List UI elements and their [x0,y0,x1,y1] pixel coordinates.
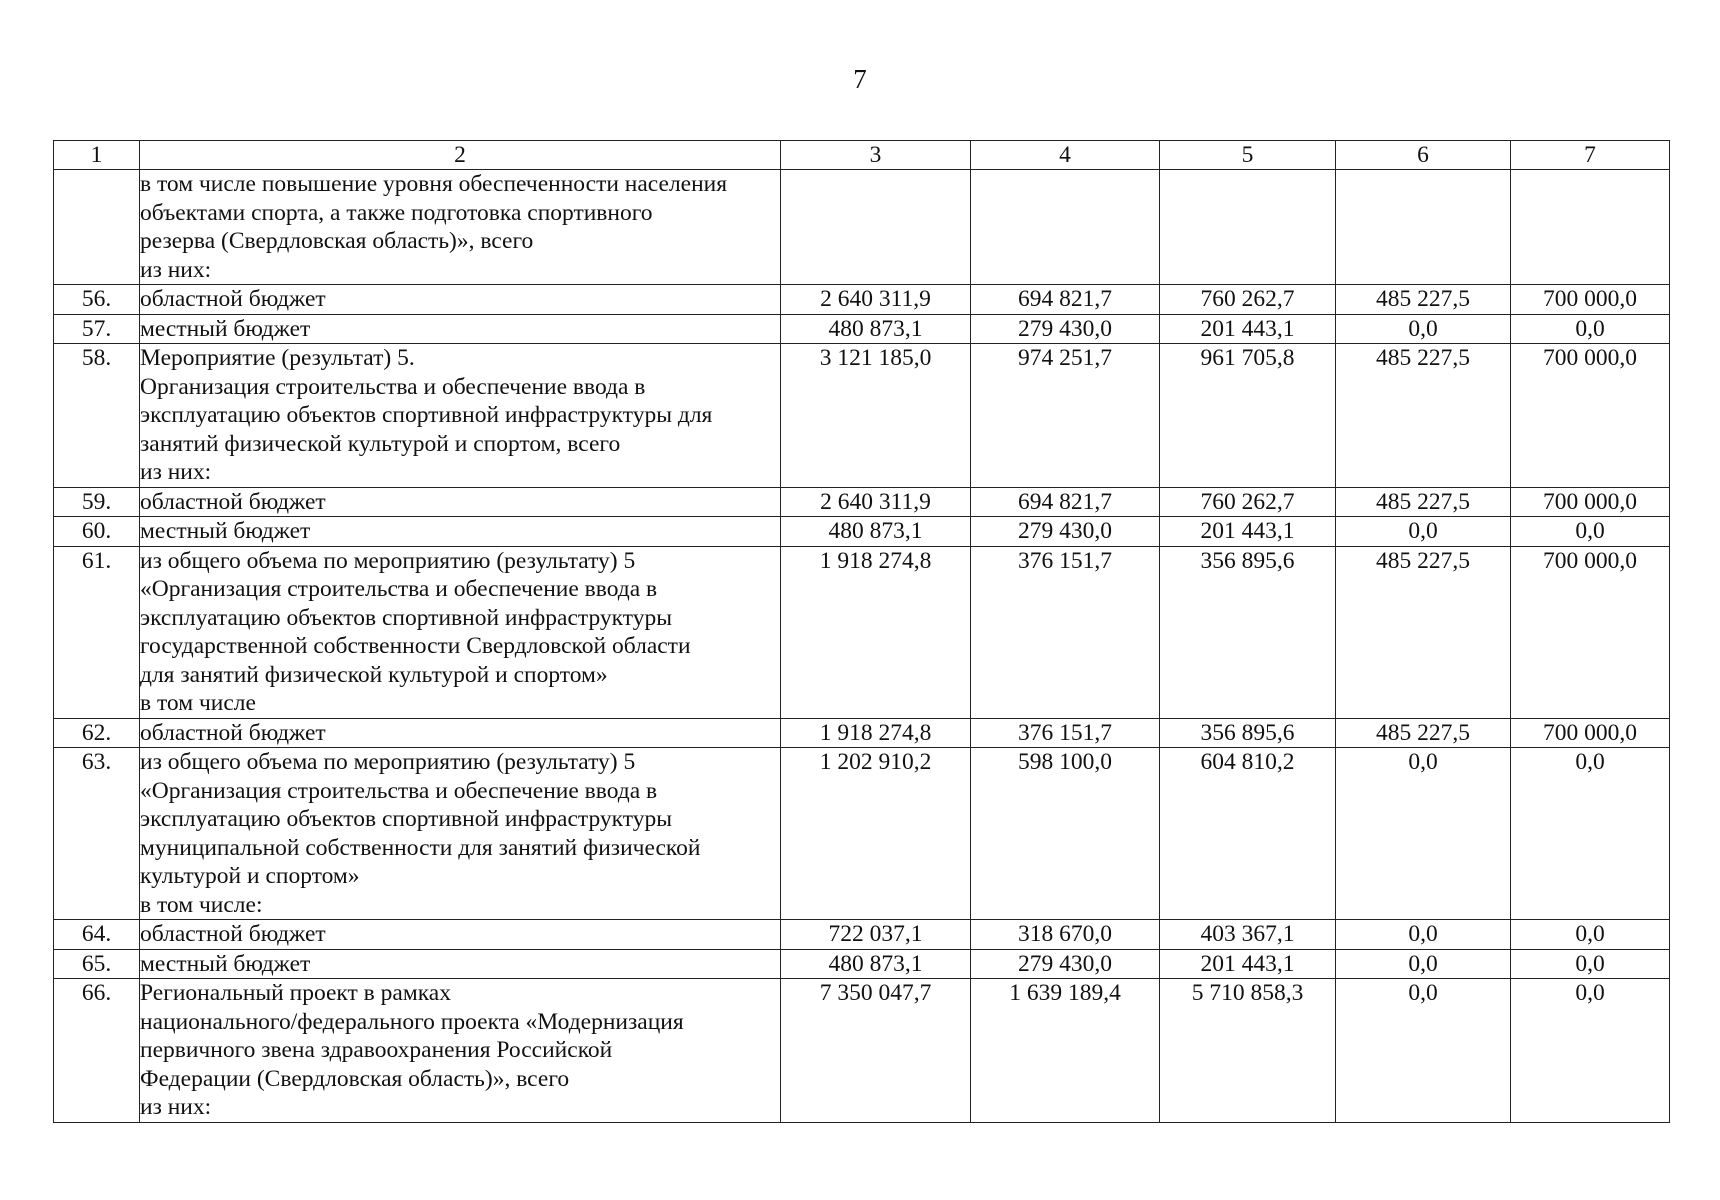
header-row [54,141,1670,170]
value-cell-col-7 [1511,170,1670,285]
table-body [54,170,1670,1123]
column-header: 5 [1160,141,1336,170]
value-cell-col-4: 598 100,0 [971,748,1160,920]
value-cell-col-6: 0,0 [1336,517,1511,547]
value-cell-col-7: 0,0 [1511,314,1670,344]
row-number: 66. [54,979,140,1123]
table-row [54,546,1670,718]
row-number: 63. [54,748,140,920]
column-header: 2 [140,141,781,170]
value-cell-col-7: 0,0 [1511,979,1670,1123]
value-cell-col-4: 694 821,7 [971,285,1160,315]
value-cell-col-6 [1336,170,1511,285]
value-cell-col-6: 485 227,5 [1336,718,1511,748]
column-header: 6 [1336,141,1511,170]
page-number: 7 [853,64,867,94]
value-cell-col-3: 2 640 311,9 [781,285,971,315]
row-number: 61. [54,546,140,718]
value-cell-col-6: 485 227,5 [1336,487,1511,517]
value-cell-col-6: 0,0 [1336,949,1511,979]
value-cell-col-4: 694 821,7 [971,487,1160,517]
table-row [54,748,1670,920]
row-description: местный бюджет [140,949,781,979]
column-header: 7 [1511,141,1670,170]
value-cell-col-7: 0,0 [1511,517,1670,547]
value-cell-col-7: 700 000,0 [1511,718,1670,748]
row-number: 57. [54,314,140,344]
row-description: областной бюджет [140,920,781,950]
row-description: из общего объема по мероприятию (результату) 5 «Организация строительства и обеспечение ввода в эксплуатацию объектов спортивной инфраструктуры государственной собственности Свердловской области для занятий физической культурой и спортом» в том числе [140,546,781,718]
column-header: 4 [971,141,1160,170]
value-cell-col-7: 0,0 [1511,920,1670,950]
value-cell-col-5: 760 262,7 [1160,487,1336,517]
value-cell-col-5: 604 810,2 [1160,748,1336,920]
row-description: в том числе повышение уровня обеспеченности населения объектами спорта, а также подготовка спортивного резерва (Свердловская область)», всего из них: [140,170,781,285]
row-description: областной бюджет [140,718,781,748]
value-cell-col-5: 356 895,6 [1160,546,1336,718]
value-cell-col-3: 7 350 047,7 [781,979,971,1123]
value-cell-col-3: 480 873,1 [781,314,971,344]
table-row [54,344,1670,488]
value-cell-col-3: 722 037,1 [781,920,971,950]
column-header: 1 [54,141,140,170]
row-number: 59. [54,487,140,517]
value-cell-col-4 [971,170,1160,285]
value-cell-col-7: 0,0 [1511,949,1670,979]
row-number: 62. [54,718,140,748]
value-cell-col-3: 1 918 274,8 [781,546,971,718]
row-number: 56. [54,285,140,315]
value-cell-col-5: 201 443,1 [1160,517,1336,547]
value-cell-col-3: 3 121 185,0 [781,344,971,488]
column-header: 3 [781,141,971,170]
row-number [54,170,140,285]
value-cell-col-4: 376 151,7 [971,546,1160,718]
value-cell-col-7: 700 000,0 [1511,546,1670,718]
value-cell-col-4: 279 430,0 [971,314,1160,344]
value-cell-col-4: 1 639 189,4 [971,979,1160,1123]
row-description: из общего объема по мероприятию (результату) 5 «Организация строительства и обеспечение ввода в эксплуатацию объектов спортивной инфраструктуры муниципальной собственности для занятий физической культурой и спортом» в том числе: [140,748,781,920]
value-cell-col-4: 376 151,7 [971,718,1160,748]
value-cell-col-5: 201 443,1 [1160,949,1336,979]
row-number: 65. [54,949,140,979]
value-cell-col-4: 279 430,0 [971,517,1160,547]
row-number: 64. [54,920,140,950]
value-cell-col-6: 485 227,5 [1336,344,1511,488]
value-cell-col-6: 0,0 [1336,314,1511,344]
value-cell-col-3: 1 918 274,8 [781,718,971,748]
value-cell-col-5: 201 443,1 [1160,314,1336,344]
table-row [54,170,1670,285]
value-cell-col-3: 480 873,1 [781,517,971,547]
value-cell-col-4: 279 430,0 [971,949,1160,979]
value-cell-col-7: 0,0 [1511,748,1670,920]
value-cell-col-6: 0,0 [1336,748,1511,920]
value-cell-col-3: 2 640 311,9 [781,487,971,517]
value-cell-col-3: 1 202 910,2 [781,748,971,920]
row-description: областной бюджет [140,487,781,517]
table-row [54,285,1670,315]
row-number: 58. [54,344,140,488]
value-cell-col-5: 961 705,8 [1160,344,1336,488]
value-cell-col-5: 5 710 858,3 [1160,979,1336,1123]
value-cell-col-4: 974 251,7 [971,344,1160,488]
table-row [54,314,1670,344]
budget-table [53,140,1670,1123]
value-cell-col-3 [781,170,971,285]
value-cell-col-7: 700 000,0 [1511,487,1670,517]
value-cell-col-3: 480 873,1 [781,949,971,979]
table-row [54,487,1670,517]
table-row [54,920,1670,950]
table-row [54,949,1670,979]
row-description: местный бюджет [140,314,781,344]
table-row [54,979,1670,1123]
row-number: 60. [54,517,140,547]
value-cell-col-7: 700 000,0 [1511,344,1670,488]
table-row [54,517,1670,547]
row-description: Региональный проект в рамках национального/федерального проекта «Модернизация первичного звена здравоохранения Российской Федерации (Свердловская область)», всего из них: [140,979,781,1123]
value-cell-col-6: 0,0 [1336,920,1511,950]
table-row [54,718,1670,748]
value-cell-col-5: 760 262,7 [1160,285,1336,315]
value-cell-col-6: 485 227,5 [1336,285,1511,315]
value-cell-col-5: 356 895,6 [1160,718,1336,748]
row-description: областной бюджет [140,285,781,315]
value-cell-col-6: 0,0 [1336,979,1511,1123]
value-cell-col-6: 485 227,5 [1336,546,1511,718]
value-cell-col-7: 700 000,0 [1511,285,1670,315]
row-description: Мероприятие (результат) 5. Организация строительства и обеспечение ввода в эксплуатацию объектов спортивной инфраструктуры для занятий физической культурой и спортом, всего из них: [140,344,781,488]
value-cell-col-4: 318 670,0 [971,920,1160,950]
value-cell-col-5 [1160,170,1336,285]
row-description: местный бюджет [140,517,781,547]
value-cell-col-5: 403 367,1 [1160,920,1336,950]
